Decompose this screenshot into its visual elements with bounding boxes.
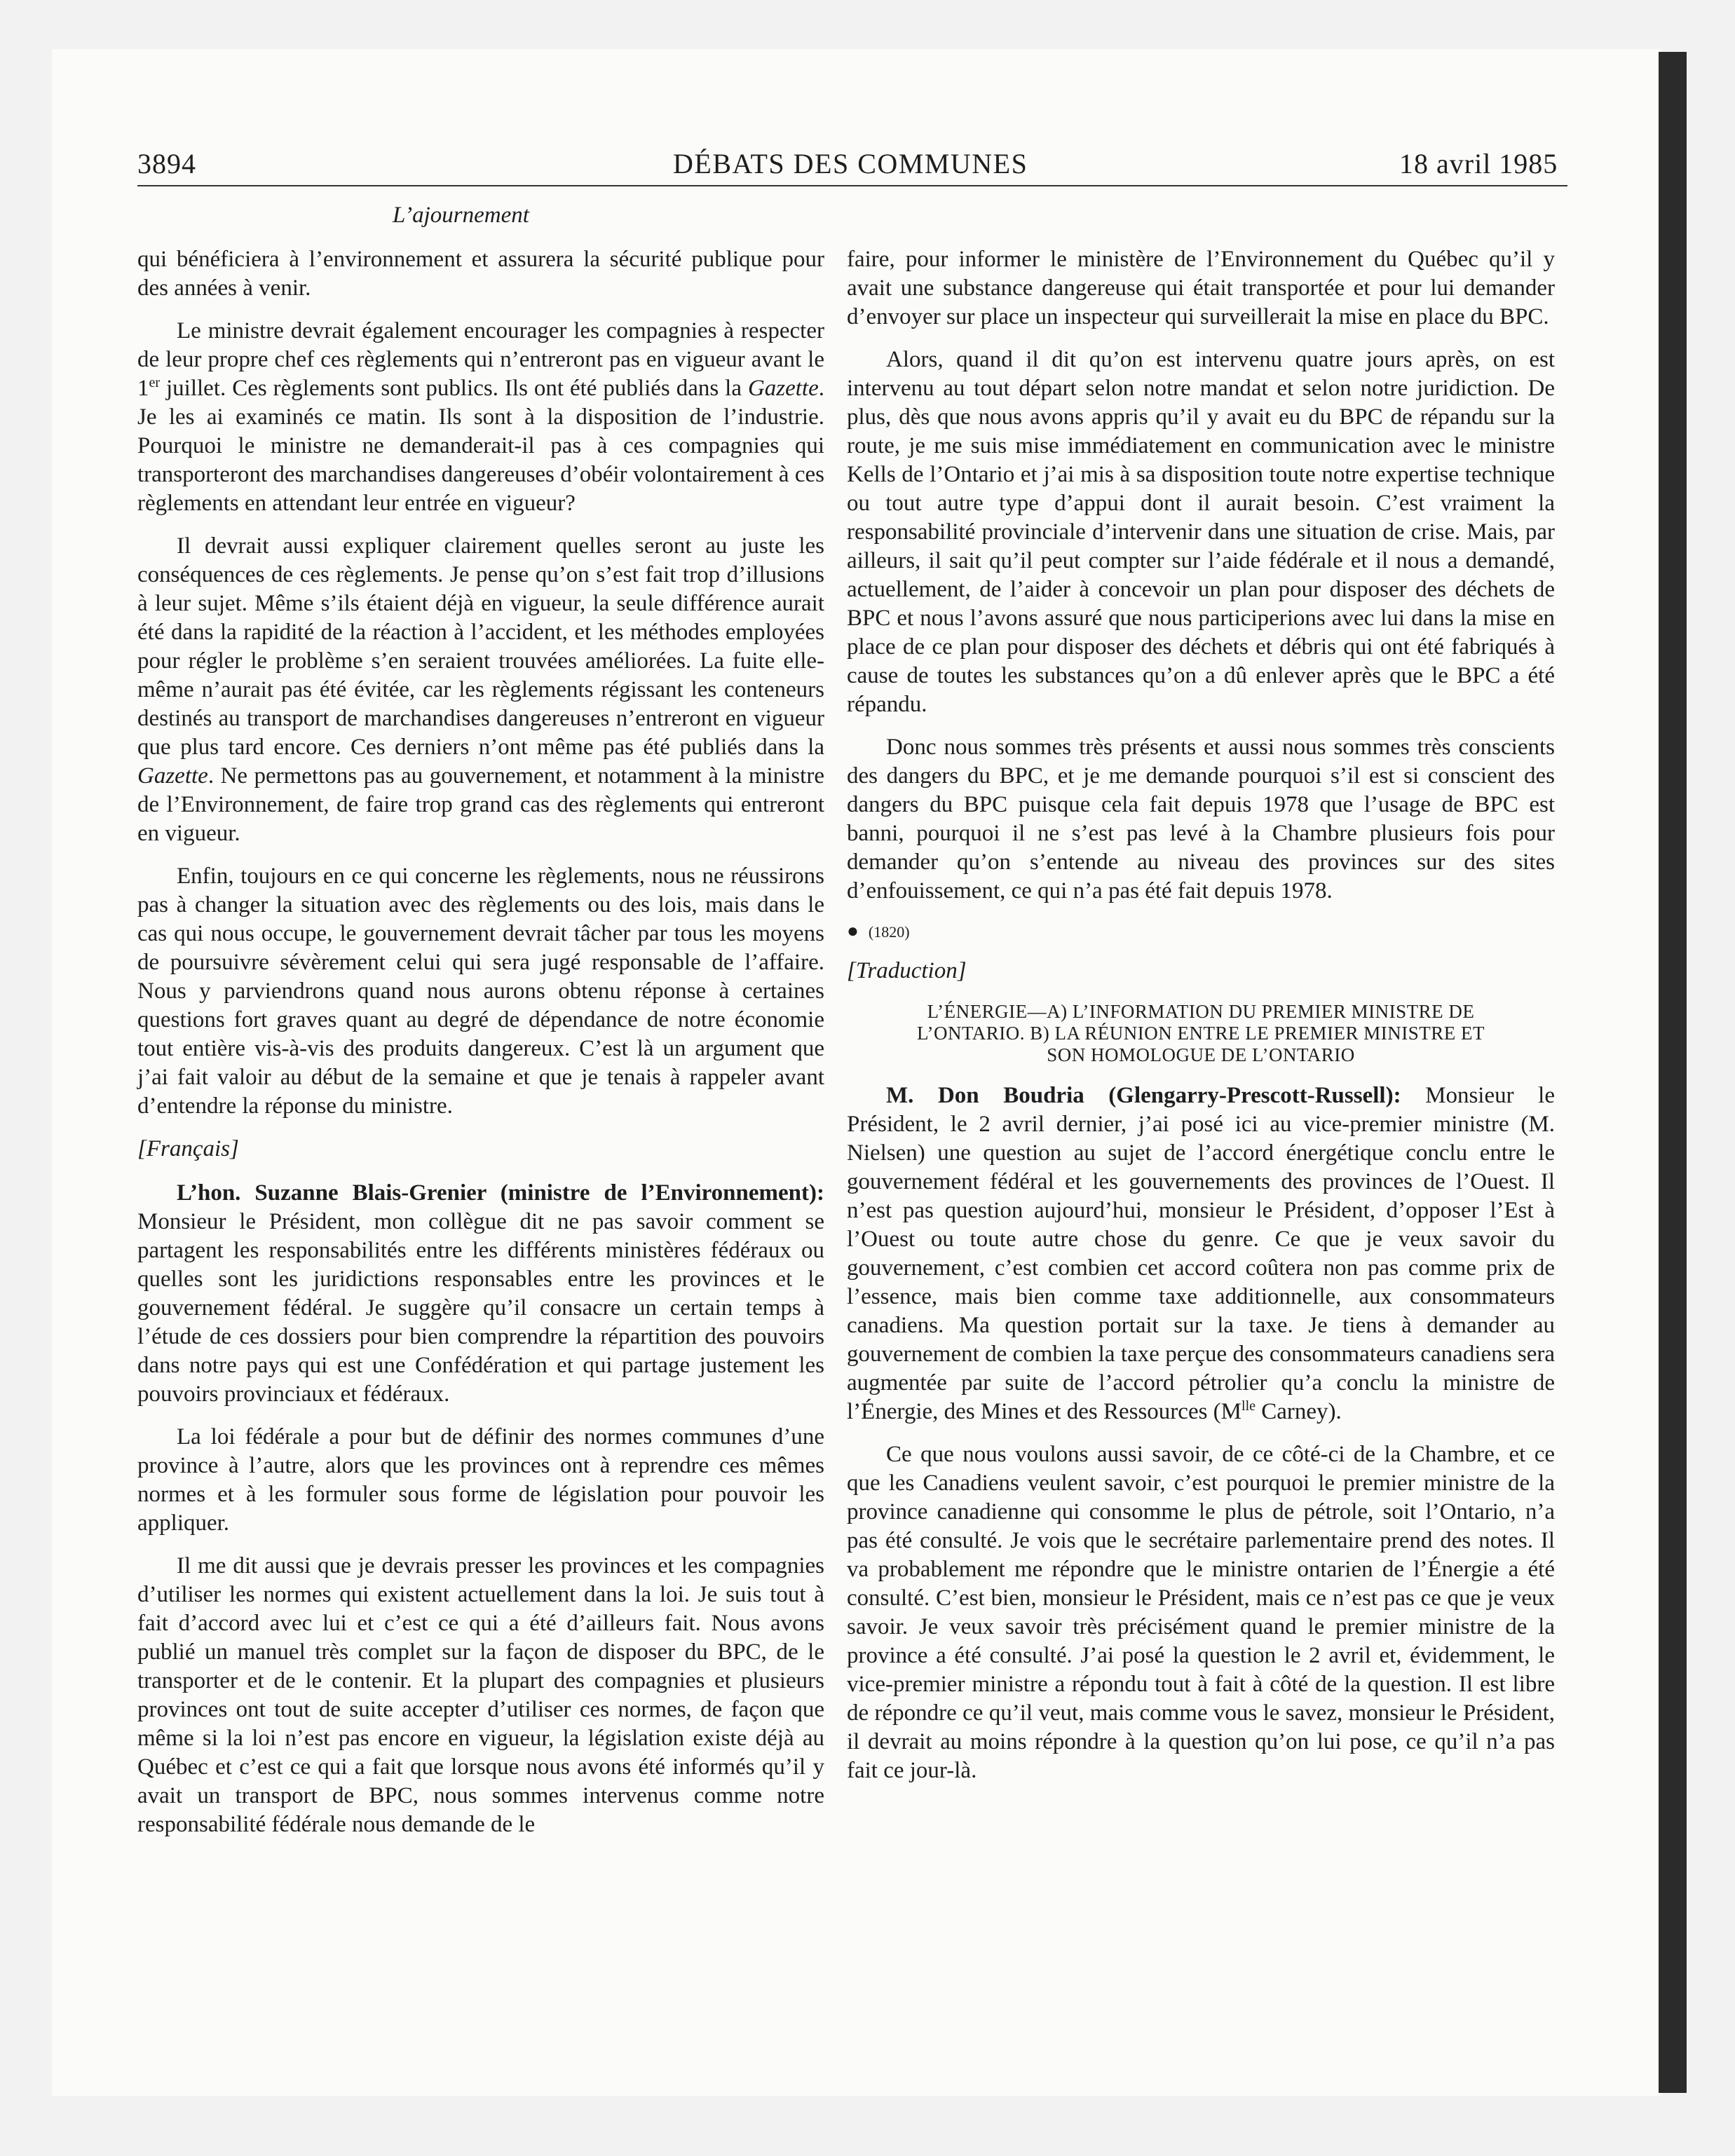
page-number: 3894: [137, 148, 196, 179]
right-column: [847, 245, 1555, 1799]
paragraph: Enfin, toujours en ce qui concerne les règlements, nous ne réussirons pas à changer la situation avec des règlements ou des lois, mais dans le cas qui nous occupe, le gouvernement devrait tâcher par tous les moyens de poursuivre sévèrement celui qui sera jugé responsable de l’affaire. Nous y parviendrons quand nous aurons obtenu réponse à certaines questions fort graves quant au degré de dépendance de notre économie tout entière vis-à-vis des produits dangereux. C’est là un argument que j’ai fait valoir au début de la semaine et que je tenais à rappeler avant d’entendre la réponse du ministre.: [137, 864, 824, 1119]
header-rule: [137, 185, 1567, 186]
superscript: er: [149, 375, 161, 390]
rubric-line: L’ÉNERGIE—A) L’INFORMATION DU PREMIER MINISTRE DE: [927, 1001, 1475, 1022]
rubric-line: SON HOMOLOGUE DE L’ONTARIO: [1047, 1044, 1355, 1065]
paragraph: Ce que nous voulons aussi savoir, de ce côté-ci de la Chambre, et ce que les Canadiens veulent savoir, c’est pourquoi le premier ministre de la province canadienne qui consomme le plus de pétrole, soit l’Ontario, n’a pas été consulté. Je vois que le secrétaire parlementaire prend des notes. Il va probablement me répondre que le ministre ontarien de l’Énergie a été consulté. C’est bien, monsieur le Président, mais ce n’est pas ce que je veux savoir. Je veux savoir très précisément quand le premier ministre de la province a été consulté. J’ai posé la question le 2 avril et, évidemment, le vice-premier ministre a répondu tout à fait à côté de la question. Il est libre de répondre ce qu’il veut, mais comme vous le savez, monsieur le Président, il devrait au moins répondre à la question qu’on lui pose, ce qu’il n’a pas fait ce jour-là.: [847, 1442, 1555, 1783]
text-run: Il devrait aussi expliquer clairement quelles seront au juste les conséquences de ces règlements. Je pense qu’on s’est fait trop d’illusions à leur sujet. Même s’ils étaient déjà en vigueur, la seule différence aurait été dans la rapidité de la réaction à l’accident, et les méthodes employées pour régler le problème s’en seraient trouvées améliorées. La fuite elle-même n’aurait pas été évitée, car les règlements régissant les conteneurs destinés au transport de marchandises dangereuses n’entreront en vigueur que plus tard encore. Ces derniers n’ont même pas été publiés dans la: [137, 533, 824, 760]
paragraph: qui bénéficiera à l’environnement et assurera la sécurité publique pour des années à venir.: [137, 247, 824, 301]
text-run: Monsieur le Président, mon collègue dit ne pas savoir comment se partagent les responsabilités entre les différents ministères fédéraux ou quelles sont les juridictions responsables entre les provinces et le gouvernement fédéral. Je suggère qu’il consacre un certain temps à l’étude de ces dossiers pour bien comprendre la répartition des pouvoirs dans notre pays qui est une Confédération et qui partage justement les pouvoirs provinciaux et fédéraux.: [137, 1209, 824, 1407]
speaker-name: M. Don Boudria (Glengarry-Prescott-Russell):: [886, 1083, 1401, 1108]
language-tag: [Traduction]: [847, 958, 967, 983]
paragraph: Il me dit aussi que je devrais presser les provinces et les compagnies d’utiliser les normes qui existent actuellement dans la loi. Je suis tout à fait d’accord avec lui et c’est ce qui a été d’ailleurs fait. Nous avons publié un manuel très complet sur la façon de disposer du BPC, de le transporter et de le contenir. Et la plupart des compagnies et plusieurs provinces ont tout de suite accepter d’utiliser ces normes, de façon que même si la loi n’est pas encore en vigueur, la législation existe déjà au Québec et c’est ce qui a fait que lorsque nous avons été informés qu’il y avait un transport de BPC, nous sommes intervenus comme notre responsabilité fédérale nous demande de le: [137, 1553, 824, 1837]
scan-edge-shadow: [1659, 52, 1687, 2093]
section-title: L’ajournement: [393, 203, 529, 228]
header-date: 18 avril 1985: [1399, 148, 1558, 179]
text-run: Monsieur le Président, le 2 avril dernier, j’ai posé ici au vice-premier ministre (M. Nielsen) une question au sujet de l’accord énergétique conclu entre le gouvernement fédéral et les gouvernements des provinces de l’Ouest. Il n’est pas question aujourd’hui, monsieur le Président, d’opposer l’Est à l’Ouest ou toute autre chose du genre. Ce que je veux savoir du gouvernement, c’est combien cet accord coûtera non pas comme prix de l’essence, mais bien comme taxe additionnelle, aux consommateurs canadiens. Ma question portait sur la taxe. Je tiens à demander au gouvernement de combien la taxe perçue des consommateurs canadiens sera augmentée par suite de l’accord pétrolier qu’a conclu la ministre de l’Énergie, des Mines et des Ressources (M: [847, 1083, 1555, 1424]
time-stamp: (1820): [868, 923, 910, 941]
paragraph: Alors, quand il dit qu’on est intervenu quatre jours après, on est intervenu au tout départ selon notre mandat et selon notre juridiction. De plus, dès que nous avons appris qu’il y avait eu du BPC de répandu sur la route, je me suis mise immédiatement en communication avec le ministre Kells de l’Ontario et j’ai mis à sa disposition toute notre expertise technique ou tout autre type d’appui dont il aurait besoin. C’est vraiment la responsabilité provinciale d’intervenir dans une situation de crise. Mais, par ailleurs, il sait qu’il peut compter sur l’aide fédérale et il nous a demandé, actuellement, de l’aider à concevoir un plan pour disposer des déchets de BPC et nous l’avons assuré que nous participerions avec lui dans la mise en place de ce plan pour disposer des déchets et débris qui ont été fabriqués à cause de toutes les substances qu’on a dû enlever après que le BPC a été répandu.: [847, 347, 1555, 717]
paragraph: La loi fédérale a pour but de définir des normes communes d’une province à l’autre, alors que les provinces ont à reprendre ces mêmes normes et à les formuler sous forme de législation pour pouvoir les appliquer.: [137, 1424, 824, 1536]
paragraph: Donc nous sommes très présents et aussi nous sommes très conscients des dangers du BPC, et je me demande pourquoi s’il est si conscient des dangers du BPC puisque cela fait depuis 1978 que l’usage de BPC est banni, pourquoi il ne s’est pas levé à la Chambre plusieurs fois pour demander qu’on s’entende au niveau des provinces sur des sites d’enfouissement, ce qui n’a pas été fait depuis 1978.: [847, 735, 1555, 903]
language-tag: [Français]: [137, 1136, 239, 1161]
text-run: Le ministre devrait également encourager les compagnies à respecter de leur propre chef ces règlements qui n’entreront pas en vigueur avant le 1: [137, 318, 824, 401]
left-column: [137, 245, 824, 1853]
rubric-heading: [847, 1001, 1555, 1066]
paragraph: [137, 1179, 824, 1409]
journal-title: DÉBATS DES COMMUNES: [673, 148, 1028, 179]
rubric-line: L’ONTARIO. B) LA RÉUNION ENTRE LE PREMIER MINISTRE ET: [916, 1023, 1485, 1044]
superscript: lle: [1241, 1398, 1256, 1414]
gazette-title: Gazette: [747, 376, 819, 401]
text-run: . Ne permettons pas au gouvernement, et notamment à la ministre de l’Environnement, de faire trop grand cas des règlements qui entreront en vigueur.: [137, 763, 824, 846]
gazette-title: Gazette: [137, 763, 208, 789]
paragraph: [847, 1082, 1555, 1426]
text-run: juillet. Ces règlements sont publics. Ils ont été publiés dans la: [160, 376, 748, 401]
bullet-icon: ●: [847, 920, 859, 942]
text-run: Carney).: [1256, 1399, 1342, 1424]
time-marker: [847, 920, 1555, 944]
paragraph: faire, pour informer le ministère de l’Environnement du Québec qu’il y avait une substance dangereuse qui était transportée et pour lui demander d’envoyer sur place un inspecteur qui surveillerait la mise en place du BPC.: [847, 247, 1555, 329]
text-run: . Je les ai examinés ce matin. Ils sont à la disposition de l’industrie. Pourquoi le ministre ne demanderait-il pas à ces compagnies qui transporteront des marchandises dangereuses d’obéir volontairement à ces règlements en attendant leur entrée en vigueur?: [137, 376, 824, 516]
paragraph: [137, 317, 824, 518]
paragraph: [137, 532, 824, 848]
speaker-name: L’hon. Suzanne Blais-Grenier (ministre de l’Environnement):: [177, 1180, 824, 1206]
